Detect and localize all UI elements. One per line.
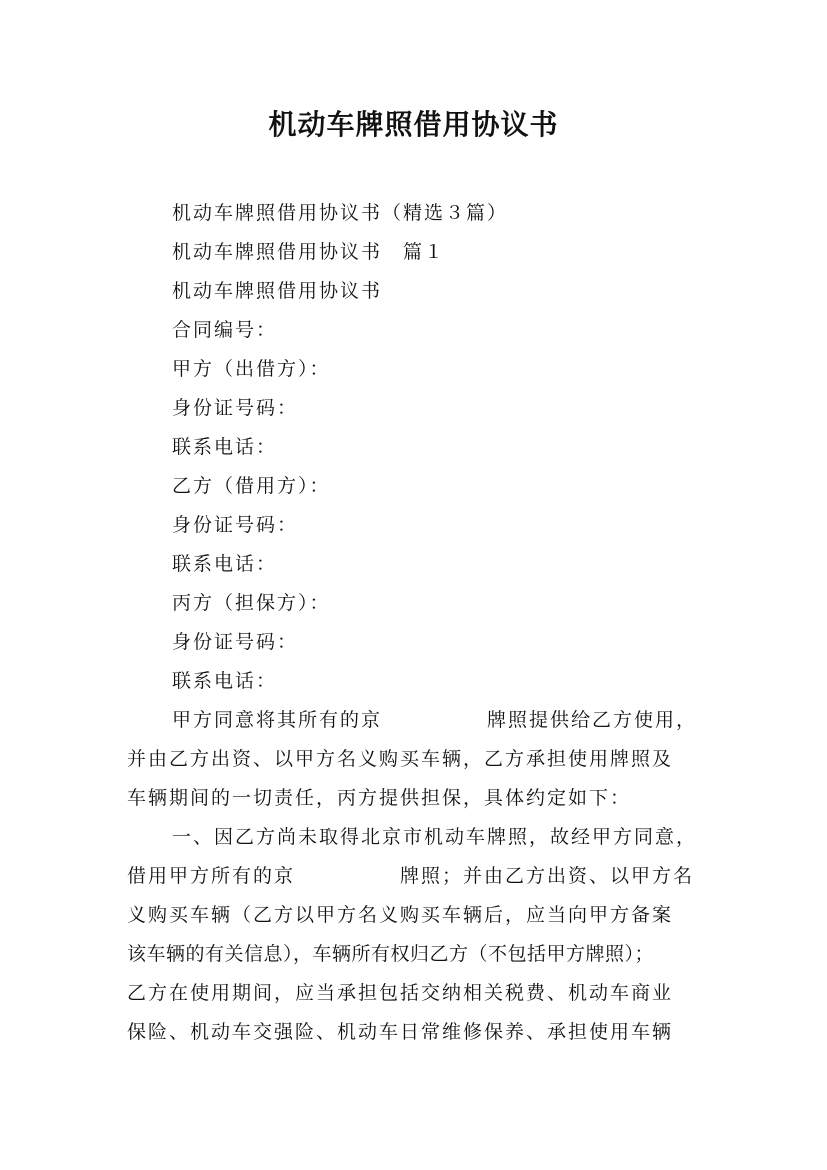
- line-party-c-id: 身份证号码：: [172, 631, 299, 653]
- paragraph-clause1-line-4: 该车辆的有关信息），车辆所有权归乙方（不包括甲方牌照）；: [127, 943, 655, 965]
- line-contract-number: 合同编号：: [172, 319, 278, 341]
- document-title: 机动车牌照借用协议书: [268, 108, 559, 141]
- line-party-a-id: 身份证号码：: [172, 397, 299, 419]
- line-party-b-id: 身份证号码：: [172, 514, 299, 536]
- paragraph-clause1-line-6: 保险、机动车交强险、机动车日常维修保养、承担使用车辆: [127, 1021, 674, 1043]
- line-collection-title: 机动车牌照借用协议书（精选３篇）: [172, 202, 509, 224]
- paragraph-intro-line-2: 并由乙方出资、以甲方名义购买车辆，乙方承担使用牌照及: [127, 748, 674, 770]
- line-article-heading: 机动车牌照借用协议书 篇１: [172, 241, 446, 263]
- line-party-c: 丙方（担保方）：: [172, 592, 331, 614]
- line-party-a: 甲方（出借方）：: [172, 358, 331, 380]
- line-party-c-phone: 联系电话：: [172, 670, 278, 692]
- paragraph-clause1-line-3: 义购买车辆（乙方以甲方名义购买车辆后，应当向甲方备案: [127, 904, 674, 926]
- line-party-b-phone: 联系电话：: [172, 553, 278, 575]
- paragraph-clause1-line-2: 借用甲方所有的京 牌照；并由乙方出资、以甲方名: [127, 865, 695, 887]
- paragraph-intro-line-1: 甲方同意将其所有的京 牌照提供给乙方使用，: [172, 709, 698, 731]
- paragraph-clause1-line-1: 一、因乙方尚未取得北京市机动车牌照，故经甲方同意，: [172, 826, 698, 848]
- paragraph-clause1-line-5: 乙方在使用期间，应当承担包括交纳相关税费、机动车商业: [127, 982, 674, 1004]
- line-party-a-phone: 联系电话：: [172, 436, 278, 458]
- paragraph-intro-line-3: 车辆期间的一切责任，丙方提供担保，具体约定如下：: [127, 787, 632, 809]
- line-agreement-name: 机动车牌照借用协议书: [172, 280, 383, 302]
- line-party-b: 乙方（借用方）：: [172, 475, 331, 497]
